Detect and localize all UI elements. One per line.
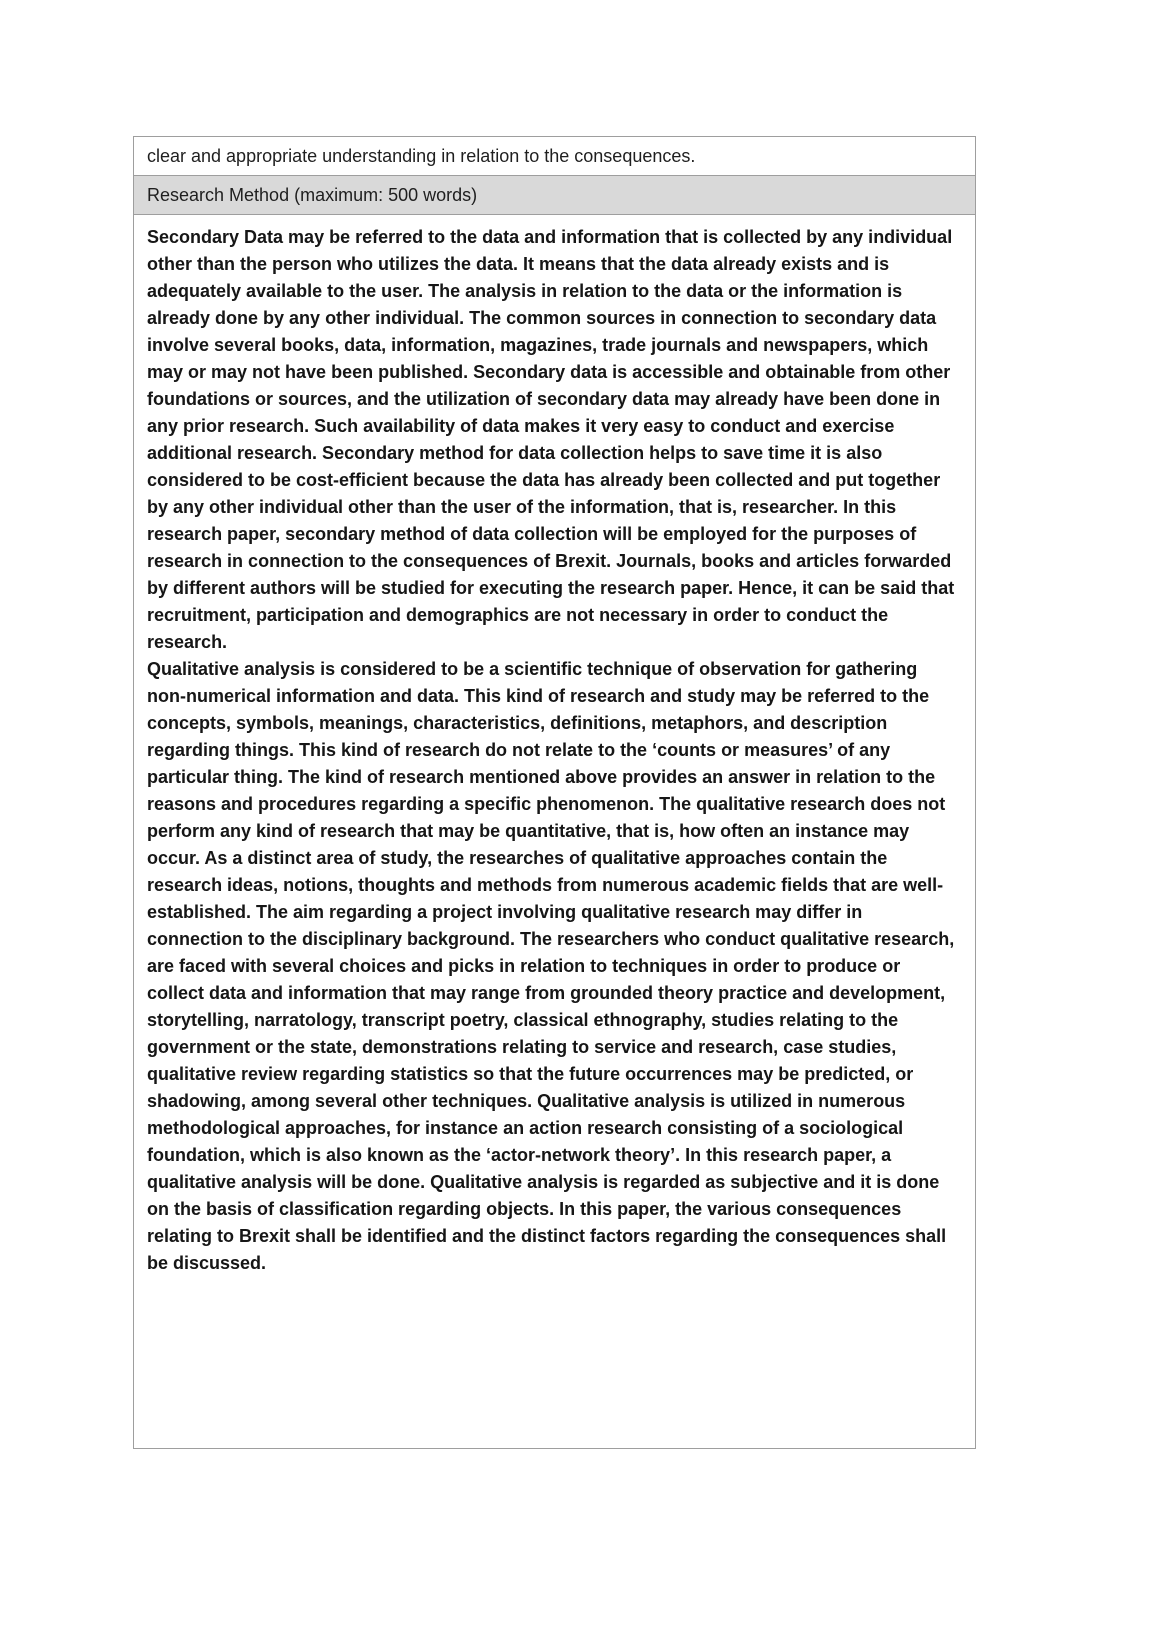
paragraph-qualitative-analysis: Qualitative analysis is considered to be a scientific technique of observation for gathering non-numerical information and data. This kind of research and study may be referred to the concepts, symbols, meanings, characteristics, definitions, metaphors, and description regarding things. This kind of research do not relate to the ‘counts or measures’ of any particular thing. The kind of research mentioned above provides an answer in relation to the reasons and procedures regarding a specific phenomenon. The qualitative research does not perform any kind of research that may be quantitative, that is, how often an instance may occur. As a distinct area of study, the researches of qualitative approaches contain the research ideas, notions, thoughts and methods from numerous academic fields that are well-established. The aim regarding a project involving qualitative research may differ in connection to the disciplinary background. The researchers who conduct qualitative research, are faced with several choices and picks in relation to techniques in order to produce or collect data and information that may range from grounded theory practice and development, storytelling, narratology, transcript poetry, classical ethnography, studies relating to the government or the state, demonstrations relating to service and research, case studies, qualitative review regarding statistics so that the future occurrences may be predicted, or shadowing, among several other techniques. Qualitative analysis is utilized in numerous methodological approaches, for instance an action research consisting of a sociological foundation, which is also known as the ‘actor-network theory’. In this research paper, a qualitative analysis will be done. Qualitative analysis is regarded as subjective and it is done on the basis of classification regarding objects. In this paper, the various consequences relating to Brexit shall be identified and the distinct factors regarding the consequences shall be discussed. xyxy=(147,659,955,1273)
intro-text: clear and appropriate understanding in relation to the consequences. xyxy=(147,146,696,166)
section-header-row xyxy=(134,176,975,215)
research-method-body-cell xyxy=(134,215,975,1448)
document-table xyxy=(133,136,976,1449)
section-header-label: Research Method (maximum: 500 words) xyxy=(147,185,478,205)
paragraph-secondary-data: Secondary Data may be referred to the data and information that is collected by any individual other than the person who utilizes the data. It means that the data already exists and is adequately available to the user. The analysis in relation to the data or the information is already done by any other individual. The common sources in connection to secondary data involve several books, data, information, magazines, trade journals and newspapers, which may or may not have been published. Secondary data is accessible and obtainable from other foundations or sources, and the utilization of secondary data may already have been done in any prior research. Such availability of data makes it very easy to conduct and exercise additional research. Secondary method for data collection helps to save time it is also considered to be cost-efficient because the data has already been collected and put together by any other individual other than the user of the information, that is, researcher. In this research paper, secondary method of data collection will be employed for the purposes of research in connection to the consequences of Brexit. Journals, books and articles forwarded by different authors will be studied for executing the research paper. Hence, it can be said that recruitment, participation and demographics are not necessary in order to conduct the research. xyxy=(147,227,955,652)
intro-text-row xyxy=(134,137,975,176)
